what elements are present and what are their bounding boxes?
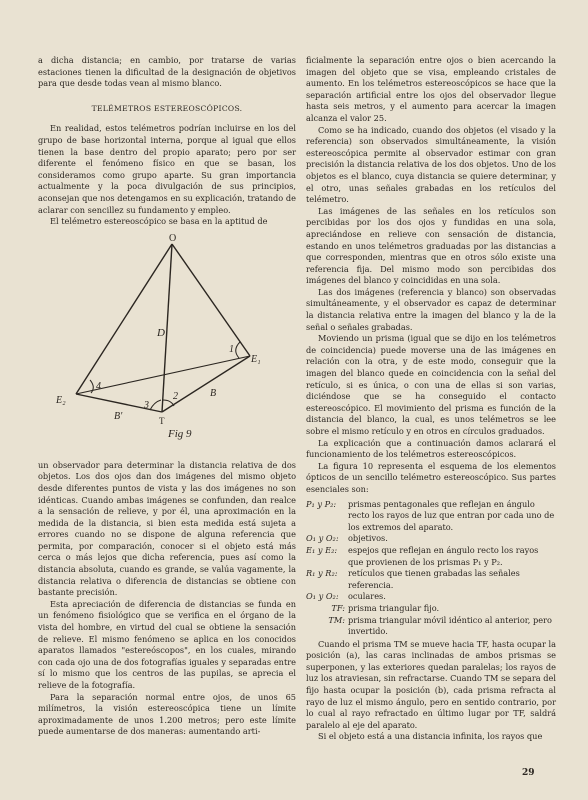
part-description: prismas pentagonales que reflejan en ángulo recto los rayos de luz que entran por cada uno de los extremos del aparato.	[348, 498, 555, 532]
paragraph: Cuando el prisma TM se mueve hacia TF, hasta ocupar la posición (a), las caras inclinadas de ambos prismas se superponen, y las exteriores quedan paralelas; los rayos de luz los atraviesan, sin refractarse. Cuando TM se separa del fijo hasta ocupar la posición (b), cada prisma refracta al rayo de luz el mismo ángulo, pero en sentido contrario, por lo cual al rayo refractado en último lugar por TF, saldrá paralelo al eje del aparato.	[306, 638, 556, 730]
parts-list-item	[306, 499, 556, 534]
label-3: 3	[144, 399, 149, 411]
paragraph: Las dos imágenes (referencia y blanco) son observadas simultáneamente, y el observador es capaz de determinar la distancia relativa entre la imagen del blanco y la de la señal o señales grabadas.	[306, 286, 556, 332]
paragraph: Para la separación normal entre ojos, de unos 65 milímetros, la visión estereoscópica tiene un límite aproximadamente de unos 1.200 metros; pero este límite puede aumentarse de dos maneras: aumentando arti-	[38, 691, 296, 737]
figure-9-diagram	[38, 232, 296, 454]
part-term: TM:	[328, 614, 345, 625]
part-term: R₁ y R₂:	[306, 568, 338, 579]
part-term: E₁ y E₂:	[306, 544, 338, 555]
paragraph: Moviendo un prisma (igual que se dijo en los telémetros de coincidencia) puede moverse una de las imágenes en relación con la otra, y de este modo, conseguir que la imagen del blanco quede en coincidencia con la señal del retículo, si es única, o con una de ellas si son varias, diciéndose que se ha conseguido el contacto estereoscópico. El movimiento del prisma es función de la distancia del blanco, la cual, es unos telémetros se lee sobre el mismo retículo y en otros en círculos graduados.	[306, 333, 556, 436]
label-B-prime: B'	[114, 410, 123, 422]
parts-list-item	[306, 568, 556, 591]
label-2: 2	[173, 390, 178, 402]
line-O-E1	[172, 244, 250, 356]
left-column	[38, 55, 296, 738]
label-E2: E₂	[56, 394, 66, 406]
paragraph: Como se ha indicado, cuando dos objetos (el visado y la referencia) son observados simultáneamente, la visión estereoscópica permite al observador estimar con gran precisión la distancia relativa de los dos objetos. Uno de los objetos es el blanco, cuya distancia se quiere determinar, y el otro, unas señales grabadas en los retículos del telémetro.	[306, 124, 556, 205]
part-description: oculares.	[348, 591, 386, 602]
paragraph: El telémetro estereoscópico se basa en la aptitud de	[50, 216, 268, 227]
paragraph: En realidad, estos telémetros podrían incluirse en los del grupo de base horizontal interna, porque al igual que ellos tienen la base dentro del propio aparato; pero por ser diferente el fenómeno físico en que se basan, los consideramos como grupo aparte. Su gran importancia actualmente y la poca divulgación de sus principios, aconsejan que nos detengamos en su explicación, tratando de aclarar con sencillez su fundamento y empleo.	[38, 123, 296, 215]
page-number: 29	[522, 768, 535, 778]
parts-list-item	[306, 591, 556, 603]
paragraph: La explicación que a continuación damos aclarará el funcionamiento de los telémetros estereoscópicos.	[306, 437, 556, 460]
parts-list-item	[306, 533, 556, 545]
figure-caption: Fig 9	[168, 427, 192, 440]
part-description: objetivos.	[348, 533, 388, 544]
line-E2-T	[76, 394, 162, 412]
line-T-E1	[162, 356, 250, 412]
paragraph: un observador para determinar la distancia relativa de dos objetos. Los dos ojos dan dos imágenes del mismo objeto desde diferentes puntos de vista y las dos imágenes no son idénticas. Cuando ambas imágenes se confunden, dan realce a la sensación de relieve, y por él, una aproximación en la medida de la distancia, si bien esta medida está sujeta a errores cuando no se dispone de alguna referencia que permita, por comparación, conocer si el objeto está más cerca o más lejos que dicha referencia, pues así como la distancia absoluta, cuando es grande, se valúa vagamente, la distancia relativa o diferencia de distancias se obtiene con bastante precisión.	[38, 459, 296, 598]
angle-arc-3	[150, 400, 161, 410]
parts-list-item	[306, 603, 556, 615]
label-T: T	[159, 415, 165, 426]
right-column	[306, 55, 556, 743]
label-B: B	[210, 387, 217, 399]
part-description: retículos que tienen grabadas las señales referencia.	[348, 568, 520, 590]
label-O: O	[169, 232, 177, 244]
part-description: prisma triangular fijo.	[348, 602, 440, 613]
parts-list-item	[306, 615, 556, 638]
part-term: P₁ y P₂:	[306, 498, 337, 509]
paragraph: Si el objeto está a una distancia infinita, los rayos que	[318, 731, 543, 742]
label-E1: E₁	[251, 353, 261, 365]
line-O-E2	[76, 244, 172, 394]
part-term: O₁ y O₂:	[306, 591, 339, 602]
label-D: D	[157, 326, 165, 339]
label-1: 1	[229, 343, 234, 355]
part-description: prisma triangular móvil idéntico al anterior, pero invertido.	[348, 614, 552, 637]
angle-arc-1	[236, 342, 240, 358]
paragraph: La figura 10 representa el esquema de los elementos ópticos de un sencillo telémetro estereoscópico. Sus partes esenciales son:	[306, 460, 556, 494]
paragraph: ficialmente la separación entre ojos o bien acercando la imagen del objeto que se visa, empleando cristales de aumento. En los telémetros estereoscópicos se hace que la separación artificial entre los ojos del observador llegue hasta seis metros, y el aumento para acercar la imagen alcanza el valor 25.	[306, 55, 556, 123]
part-term: O₁ y O₂:	[306, 533, 339, 544]
label-4: 4	[96, 380, 101, 392]
parts-list-item	[306, 545, 556, 568]
paragraph: Las imágenes de las señales en los retículos son percibidas por los dos ojos y fundidas en una sola, apreciándose en relieve con sensación de distancia, estando en unos telémetros graduadas por las distancias a que corresponden, mientras que en otros sólo existe una referencia fija. Del mismo modo son percibidas dos imágenes del blanco y coincididas en una sola.	[306, 205, 556, 286]
parts-list	[306, 499, 556, 638]
intro-paragraph: a dicha distancia; en cambio, por tratarse de varias estaciones tienen la dificultad de la designación de objetivos para que desde todas vean al mismo blanco.	[38, 55, 296, 89]
part-description: espejos que reflejan en ángulo recto los rayos que provienen de los prismas P₁ y P₂.	[348, 544, 539, 567]
part-term: TF:	[331, 602, 345, 613]
paragraph: Esta apreciación de diferencia de distancias se funda en un fenómeno fisiológico que se verifica en el órgano de la vista del hombre, en virtud del cual se obtiene la sensación de relieve. El mismo fenómeno se aplica en los conocidos aparatos llamados "estereóscopos", en los cuales, mirando con cada ojo una de dos fotografías iguales y separadas entre sí lo mismo que los centros de las pupilas, se aprecia el relieve de la fotografía.	[38, 598, 296, 690]
section-title: TELÉMETROS ESTEREOSCÓPICOS.	[91, 103, 243, 113]
